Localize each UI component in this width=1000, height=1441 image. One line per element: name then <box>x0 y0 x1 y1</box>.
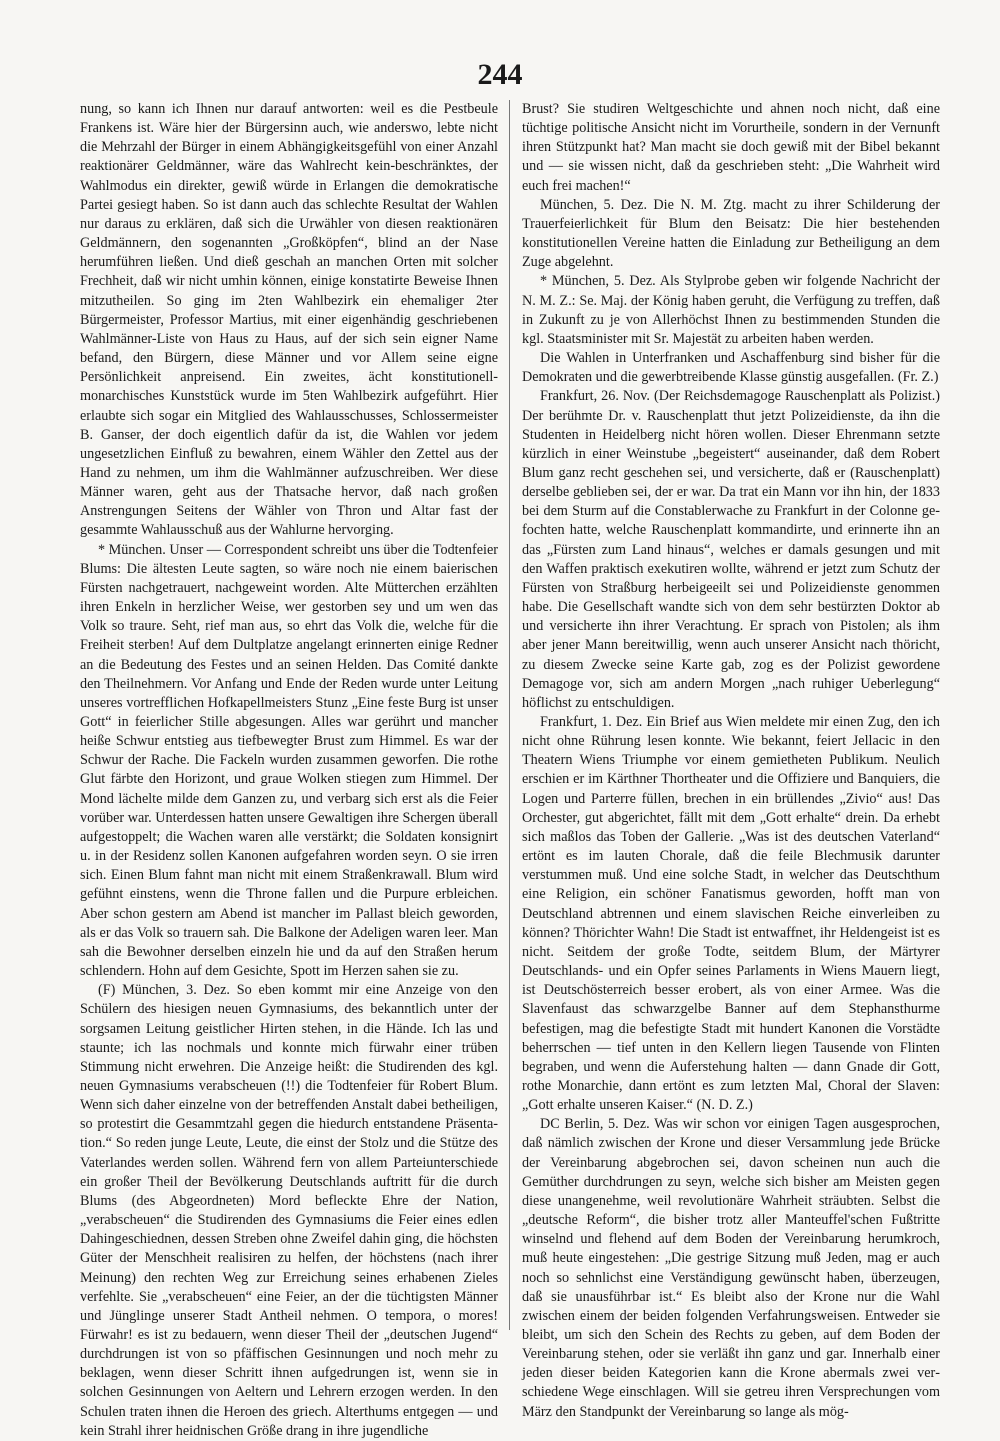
article-paragraph: DC Berlin, 5. Dez. Was wir schon vor einigen Tagen ausgesprochen, daß nämlich zwischen der Krone und dieser Versammlung jede Brücke der Vereinbarung abgebrochen sei, davon scheinen nun auch die Gemüther durchdrungen zu seyn, welche sich bisher am Meisten gegen diese unangenehme, weil revolutionäre Wahrheit sträubten. Selbst die „deutsche Reform“, die bisher trotz aller Manteuffel'schen Fußtritte winselnd und flehend auf dem Boden der Vereinbarung herumkroch, muß heute eingestehen: „Die gestrige Sitzung muß Jeden, mag er auch noch so sehnlichst eine Verständigung gewünscht haben, überzeugen, daß sie unausführbar ist.“ Es bleibt also der Krone nur die Wahl zwischen einem der beiden folgenden Verfahrungsweisen. Entweder sie bleibt, um sich den Schein des Rechts zu geben, auf dem Boden der Vereinbarung stehen, oder sie verläßt ihn ganz und gar. Innerhalb einer jeden dieser beiden Kategorien kann die Krone abermals zwei verschiedene Wege einschlagen. Will sie getreu ihren Versprechungen vom März den Standpunkt der Vereinbarung so lange als mög- <box>522 1116 940 1420</box>
right-column <box>522 100 940 1420</box>
left-column <box>80 100 498 1439</box>
article-paragraph: München, 5. Dez. Die N. M. Ztg. macht zu ihrer Schilderung der Trauerfeierlichkeit für Blum den Beisatz: Die hier bestehenden konstitutionellen Vereine hatten die Einladung zur Betheiligung an dem Zuge abgelehnt. <box>522 196 940 271</box>
article-paragraph: Frankfurt, 1. Dez. Ein Brief aus Wien meldete mir einen Zug, den ich nicht ohne Rührung lesen konnte. Wie bekannt, feiert Jellacic in den Theatern Wiens Triumphe vor einem gemietheten Publikum. Neulich erschien er im Kärthner Thortheater und die Offiziere und Banquiers, die Logen und Parterre füllen, brechen in ein brüllendes „Zivio“ aus! Das Orchester, gut abgerichtet, fällt mit dem „Gott erhalte“ drein. Da erhebt sich maßlos das Toben der Gallerie. „Was ist des deutschen Vaterland“ ertönt es im lauten Chorale, daß die feile Blechmusik darunter verstummen muß. Und eine solche Stadt, in welcher das Deutschthum eine Religion, ein schöner Fanatismus geworden, hofft man von Deutschland abtrennen und einem slavischen Reiche einverleiben zu können? Thörichter Wahn! Die Stadt ist entwaffnet, ihr Heldengeist ist es nicht. Seitdem der große Todte, seitdem Blum, der Märtyrer Deutschlands- und ein Opfer seines Parlaments in Wiens Mauern liegt, ist Deutschösterreich besser erobert, als von einer Armee. Was die Slavenfaust das schwarzgelbe Banner auf dem Stephansthurme befestigen, mag die befestigte Stadt mit hundert Kanonen die Vorstädte beherrschen — tief unten in den Kellern liegen Tausende von Flinten begraben, und wenn die Auferstehung halten — dann Gnade dir Gott, rothe Monarchie, dann ertönt es zum letzten Mal, Choral der Slaven: „Gott erhalte unseren Kaiser.“ (N. D. Z.) <box>522 714 940 1114</box>
article-paragraph: * München, 5. Dez. Als Stylprobe geben wir folgende Nachricht der N. M. Z.: Se. Maj. der König haben geruht, die Verfügung zu treffen, daß in Zukunft zu je von Allerhöchst Ihnen zu bestimmenden Stunden die kgl. Staatsminister mit Sr. Majestät zu arbeiten haben werden. <box>522 273 940 347</box>
article-paragraph: nung, so kann ich Ihnen nur darauf antworten: weil es die Pestbeule Frankens ist. Wäre hier der Bürgersinn auch, wie anderswo, lebte nicht die Mehrzahl der Bürger in einem Abhängigkeitsgefühl von einer Anzahl reaktionärer Geldmänner, wäre das Wahlrecht kein-beschränktes, der Wahlmodus ein direkter, gewiß würde in Erlangen die demokratische Partei gesiegt haben. So ist dann auch das schlechte Resultat der Wahlen nur daraus zu erklären, daß sich die Urwähler von diesen reaktionären Geldmännern, den sogenannten „Großköpfen“, blind an der Nase herumführen ließen. Und dieß geschah an manchen Orten mit solcher Frechheit, daß wir nicht umhin können, einige konstatirte Beweise Ihnen mitzutheilen. So ging im 2ten Wahlbezirk ein ehemaliger 2ter Bürgermeister, Professor Martius, mit einer eigenhändig geschriebenen Wahlmänner-Liste von Haus zu Haus, auf der sich sein eigner Name befand, den Bürgern, diese Männer und vor Allem seine eigne Persönlichkeit anpreisend. Ein zweites, ächt konstitutionell-monarchisches Kunststück wurde im 5ten Wahlbezirk aufgeführt. Hier erlaubte sich sogar ein Mitglied des Wahlausschusses, Schlossermeister B. Ganser, der doch eigentlich dafür da ist, die Wahlen vor jedem ungesetzlichen Einfluß zu bewahren, einem Wähler den Zettel aus der Hand zu nehmen, um ihm die Wahlmänner aufzuschreiben. Wer diese Männer waren, geht aus der Thatsache hervor, daß nach großen Anstrengungen Seitens der Wähler von Thron und Altar fast der gesammte Wahlausschuß aus der Wahlurne hervorging. <box>80 101 498 539</box>
column-divider <box>509 100 510 1330</box>
page-number: 244 <box>477 58 523 91</box>
article-paragraph: Brust? Sie studiren Weltgeschichte und ahnen noch nicht, daß eine tüchtige politische Ansicht nicht im Vorurtheile, sondern in der Vernunft ihren Stützpunkt hat? Man macht sie doch gewiß mit der Bibel bekannt und — sie wissen nicht, daß da geschrieben steht: „Die Wahrheit wird euch frei machen!“ <box>522 101 940 194</box>
article-paragraph: * München. Unser — Correspondent schreibt uns über die Todtenfeier Blums: Die ältesten Leute sagten, so wäre noch nie einem baierischen Fürsten nachgetrauert, nachgeweint worden. Alte Mütterchen erzählten ihren Enkeln in herzlicher Weise, wer gestorben sey und um wen das Volk so traure. Seht, rief man aus, so ehrt das Volk die, welche für die Freiheit sterben! Auf dem Dultplatze angelangt erinnerten einige Redner an die Bedeutung des Festes und an seinen Helden. Das Comité dankte den Theilnehmern. Vor Anfang und Ende der Reden wurde unter Leitung unseres vortrefflichen Hofkapellmeisters Stunz „Eine feste Burg ist unser Gott“ in feierlicher Stille abgesungen. Alles war gerührt und mancher heiße Schwur entstieg aus tiefbewegter Brust zum Himmel. Es war der Schwur der Rache. Die Fackeln wurden zusammen geworfen. Die rothe Glut färbte den Horizont, und graue Wolken stiegen zum Himmel. Der Mond lächelte milde dem Ganzen zu, und verbarg sich erst als die Feier vorüber war. Unterdessen hatten unsere Gewaltigen ihre Schergen überall aufgestoppelt; die Wachen waren alle verstärkt; die Soldaten konsignirt u. in der Residenz sollen Kanonen aufgefahren worden seyn. O sie irren sich. Einen Blum fahnt man nicht mit einem Straßenkrawall. Blum wird gefühnt einstens, wenn die Throne fallen und die Purpure erbleichen. Aber schon gestern am Abend ist mancher im Pallast bleich geworden, als er das Volk so trauern sah. Die Balkone der Adeligen waren leer. Man sah die Bewohner derselben einzeln hie und da auf den Straßen herum schlendern. Hohn auf dem Gesichte, Spott im Herzen sahen sie zu. <box>80 541 498 980</box>
article-paragraph: Frankfurt, 26. Nov. (Der Reichsdemagoge Rauschenplatt als Polizist.) Der berühmte Dr. v. Rauschenplatt thut jetzt Polizeidienste, da ihn die Studenten in Heidelberg nicht hören wollen. Dieser Ehrenmann setzte kürzlich in einer Weinstube „begeistert“ auseinander, daß dem Robert Blum ganz recht geschehen sei, und versicherte, daß er (Rauschenplatt) derselbe geblieben sei, der er war. Da trat ein Mann vor ihn hin, der 1833 bei dem Sturm auf die Constablerwache zu Frankfurt in der Colonne gefochten hatte, welche Rauschenplatt kommandirte, und erinnerte ihn an das „Fürsten zum Land hinaus“, welches er damals gesungen und mit den Waffen praktisch exekutiren wollte, während er jetzt zum Schutz der Fürsten von Straßburg herbeigeeilt sei und Polizeidienste genommen habe. Die Gesellschaft wandte sich von dem sehr bestürzten Doktor ab und versicherte ihn ihrer Verachtung. Er sprach von Pistolen; als ihm aber jener Mann bereitwillig, wenn auch unserer Ansicht nach thöricht, zu diesem Zwecke seine Karte gab, zog es der Polizist gewordene Demagoge vor, sich am andern Morgen „nach ruhiger Ueberlegung“ höflichst zu entschuldigen. <box>522 388 940 711</box>
article-paragraph: (F) München, 3. Dez. So eben kommt mir eine Anzeige von den Schülern des hiesigen neuen Gymnasiums, des bekanntlich unter der sorgsamen Leitung geistlicher Hirten stehen, in die Hände. Ich las und staunte; ich las nochmals und konnte mich fürwahr einer trüben Stimmung nicht erwehren. Die Anzeige heißt: die Studirenden des kgl. neuen Gymnasiums verabscheuen (!!) die Todtenfeier für Robert Blum. Wenn sich daher einzelne von der betreffenden Anstalt dabei betheiligen, so protestirt die Gesammtzahl gegen die hiedurch entstandene Präsentation.“ So reden junge Leute, Leute, die einst der Stolz und die Stütze des Vaterlandes werden sollen. Während fern von allem Parteiunterschiede ein großer Theil der Bevölkerung Deutschlands auftritt für die durch Blums (des Abgeordneten) Mord befleckte Ehre der Nation, „verabscheuen“ die Studirenden des Gymnasiums die Feier eines edlen Dahingeschiednen, dessen Streben ohne Zweifel dahin ging, die höchsten Güter der Menschheit realisiren zu helfen, der höchstens (nach ihrer Meinung) den rechten Weg zur Erreichung seines erhabenen Zieles verfehlte. Sie „verabscheuen“ eine Feier, an der die tüchtigsten Männer und Jünglinge unserer Stadt Antheil nehmen. O tempora, o mores! Fürwahr! es ist zu bedauern, wenn dieser Theil der „deutschen Jugend“ durchdrungen ist von so pfäffischen Gesinnungen und noch mehr zu beklagen, wenn dieser Schritt ihnen aufgedrungen ist, wenn sie in solchen Gesinnungen von Aeltern und Lehrern erzogen werden. In den Schulen traten ihnen die Heroen des griech. Alterthums entgegen — und kein Strahl ihrer heidnischen Größe drang in ihre jugendliche <box>80 982 498 1439</box>
article-paragraph: Die Wahlen in Unterfranken und Aschaffenburg sind bisher für die Demokraten und die gewerbtreibende Klasse günstig ausgefallen. (Fr. Z.) <box>522 350 940 386</box>
